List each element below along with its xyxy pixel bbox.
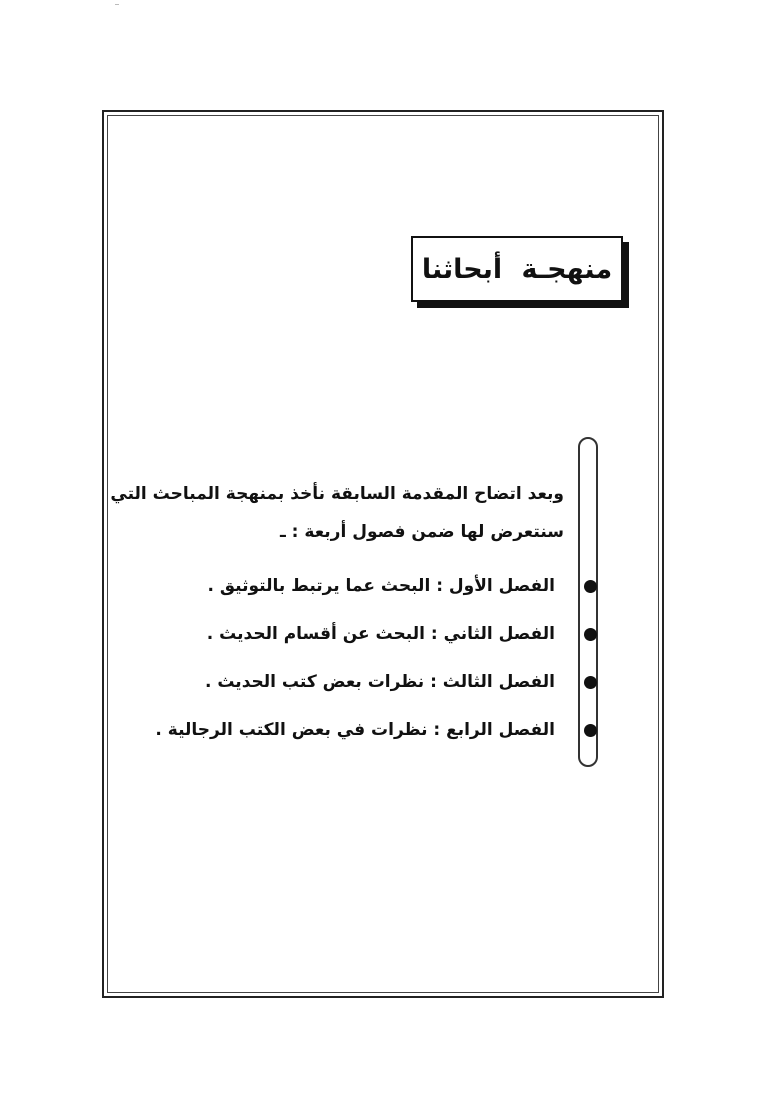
intro-paragraph bbox=[110, 475, 564, 551]
chapter-label: الفصل الثالث : نظرات بعض كتب الحديث . bbox=[204, 672, 555, 692]
bullet-icon bbox=[584, 724, 597, 737]
scan-speck bbox=[115, 4, 119, 5]
bullet-icon bbox=[584, 580, 597, 593]
title-box bbox=[411, 236, 623, 302]
bullet-icon bbox=[584, 676, 597, 689]
bullet-icon bbox=[584, 628, 597, 641]
intro-line-1: وبعد اتضاح المقدمة السابقة نأخذ بمنهجة المباحث التي bbox=[110, 484, 564, 504]
page-title: منهجـة أبحاثنا bbox=[421, 253, 613, 285]
chapter-item bbox=[150, 666, 600, 714]
chapter-label: الفصل الثاني : البحث عن أقسام الحديث . bbox=[206, 624, 555, 644]
intro-line-2: سنتعرض لها ضمن فصول أربعة : ـ bbox=[279, 522, 564, 542]
chapter-item bbox=[150, 570, 600, 618]
chapter-label: الفصل الرابع : نظرات في بعض الكتب الرجالية . bbox=[155, 720, 555, 740]
chapter-list bbox=[150, 570, 600, 762]
chapter-item bbox=[150, 714, 600, 762]
chapter-item bbox=[150, 618, 600, 666]
chapter-label: الفصل الأول : البحث عما يرتبط بالتوثيق . bbox=[207, 576, 555, 596]
